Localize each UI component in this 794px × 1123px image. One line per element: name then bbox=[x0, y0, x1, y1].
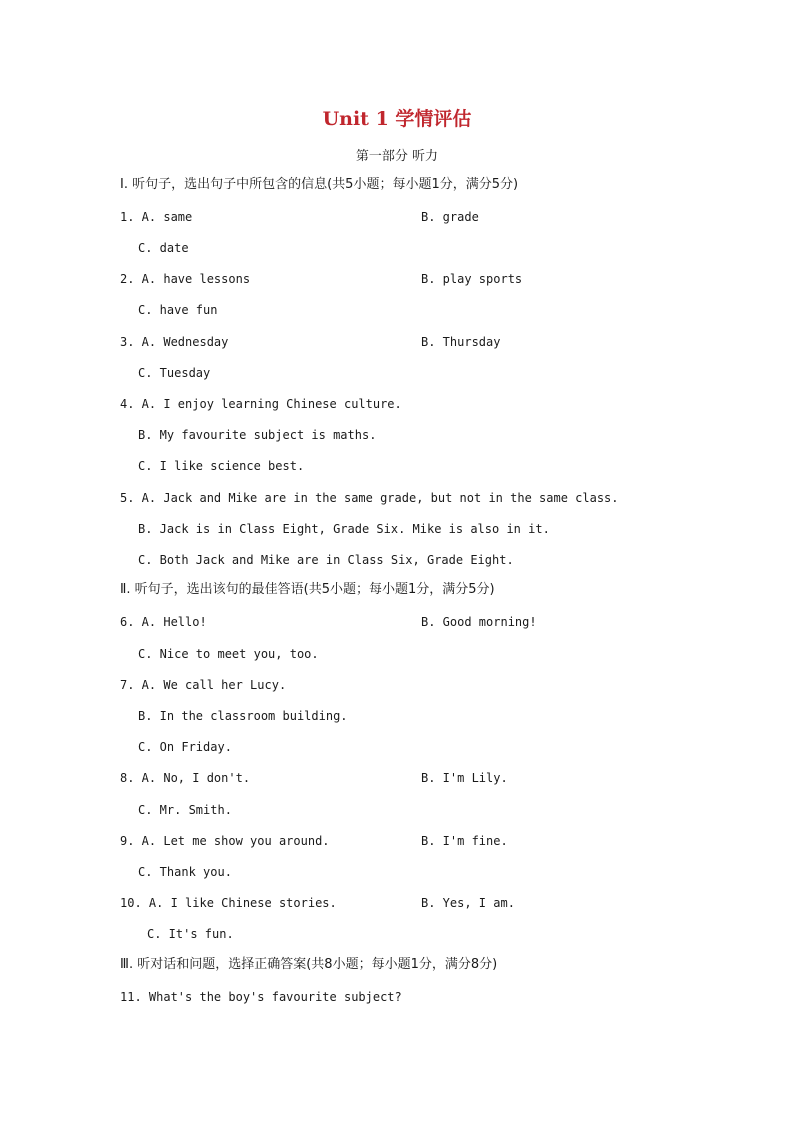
q5-option-b: B. Jack is in Class Eight, Grade Six. Mike is also in it. bbox=[138, 522, 550, 536]
q8-option-b: B. I'm Lily. bbox=[421, 771, 508, 785]
q4-option-b: B. My favourite subject is maths. bbox=[138, 428, 377, 442]
q9-option-a: 9. A. Let me show you around. bbox=[120, 834, 330, 848]
q4-option-c: C. I like science best. bbox=[138, 459, 305, 473]
q7-option-a: 7. A. We call her Lucy. bbox=[120, 678, 287, 692]
q1-option-b: B. grade bbox=[421, 210, 479, 224]
q10-option-c: C. It's fun. bbox=[147, 927, 234, 941]
section-2-heading: Ⅱ. 听句子，选出该句的最佳答语(共5小题；每小题1分，满分5分) bbox=[120, 582, 495, 597]
page-title: Unit 1 学情评估 bbox=[322, 108, 472, 130]
q3-option-c: C. Tuesday bbox=[138, 366, 211, 380]
q9-option-c: C. Thank you. bbox=[138, 865, 232, 879]
part-heading: 第一部分 听力 bbox=[355, 149, 439, 164]
q4-option-a: 4. A. I enjoy learning Chinese culture. bbox=[120, 397, 402, 411]
q6-option-c: C. Nice to meet you, too. bbox=[138, 647, 319, 661]
q3-option-a: 3. A. Wednesday bbox=[120, 335, 229, 349]
section-1-heading: Ⅰ. 听句子，选出句子中所包含的信息(共5小题；每小题1分，满分5分) bbox=[120, 177, 519, 192]
q2-option-b: B. play sports bbox=[421, 272, 523, 286]
q1-option-a: 1. A. same bbox=[120, 210, 193, 224]
q11-question: 11. What's the boy's favourite subject? bbox=[120, 990, 402, 1004]
q6-option-b: B. Good morning! bbox=[421, 615, 537, 629]
q9-option-b: B. I'm fine. bbox=[421, 834, 508, 848]
q7-option-b: B. In the classroom building. bbox=[138, 709, 348, 723]
q10-option-b: B. Yes, I am. bbox=[421, 896, 515, 910]
q5-option-a: 5. A. Jack and Mike are in the same grade, but not in the same class. bbox=[120, 491, 619, 505]
q7-option-c: C. On Friday. bbox=[138, 740, 232, 754]
q8-option-a: 8. A. No, I don't. bbox=[120, 771, 251, 785]
q6-option-a: 6. A. Hello! bbox=[120, 615, 207, 629]
q5-option-c: C. Both Jack and Mike are in Class Six, Grade Eight. bbox=[138, 553, 514, 567]
q3-option-b: B. Thursday bbox=[421, 335, 501, 349]
q1-option-c: C. date bbox=[138, 241, 189, 255]
q2-option-a: 2. A. have lessons bbox=[120, 272, 251, 286]
section-3-heading: Ⅲ. 听对话和问题，选择正确答案(共8小题；每小题1分，满分8分) bbox=[120, 957, 498, 972]
q10-option-a: 10. A. I like Chinese stories. bbox=[120, 896, 337, 910]
q2-option-c: C. have fun bbox=[138, 303, 218, 317]
q8-option-c: C. Mr. Smith. bbox=[138, 803, 232, 817]
